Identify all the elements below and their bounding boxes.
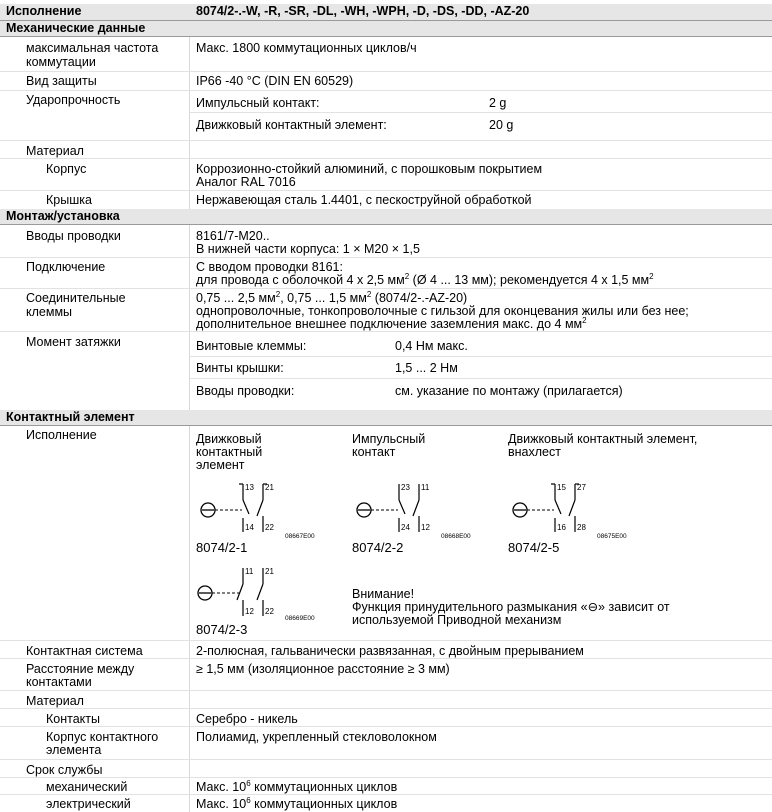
connection-value-1: С вводом проводки 8161: [196, 260, 343, 274]
section-mounting-title: Монтаж/установка [6, 209, 120, 223]
entries-value-1: 8161/7-M20.. [196, 229, 270, 243]
divider [0, 190, 772, 191]
contact-diagram-8074-2-5 [508, 478, 658, 540]
life-label: Срок службы [26, 763, 103, 777]
cover-value: Нержавеющая сталь 1.4401, с пескоструйной обработкой [196, 193, 532, 207]
terminal-label: 11 [421, 483, 430, 492]
variant-2-title: Импульсный [352, 432, 426, 446]
contact-diagram-8074-2-1 [196, 478, 346, 540]
note-line-1: Внимание! [352, 587, 415, 601]
header-title: Исполнение [6, 4, 82, 18]
divider [0, 640, 772, 641]
variant-1-model: 8074/2-1 [196, 540, 248, 555]
torque-row-value: 1,5 ... 2 Нм [395, 361, 458, 375]
variant-2-title: контакт [352, 445, 396, 459]
body-value-2: Аналог RAL 7016 [196, 175, 296, 189]
divider [0, 331, 772, 332]
entries-value-2: В нижней части корпуса: 1 × M20 × 1,5 [196, 242, 420, 256]
divider [0, 759, 772, 760]
divider [190, 356, 772, 357]
mechanical-life-label: механический [46, 780, 128, 794]
terminal-label: 22 [265, 607, 274, 616]
variant-3-title: Движковый контактный элемент, [508, 432, 698, 446]
contacts-value: Серебро - никель [196, 712, 298, 726]
divider [0, 777, 772, 778]
divider [0, 158, 772, 159]
body-value-1: Коррозионно-стойкий алюминий, с порошковым покрытием [196, 162, 543, 176]
mechanical-life-value: Макс. $10^6$ коммутационных циклов [196, 778, 398, 794]
system-value: 2-полюсная, гальванически развязанная, с двойным прерыванием [196, 644, 584, 658]
contact-material-label: Материал [26, 694, 84, 708]
divider [0, 288, 772, 289]
shock-row-name: Движковый контактный элемент: [196, 118, 387, 132]
shock-row-value: 20 g [489, 118, 514, 132]
divider [0, 690, 772, 691]
terminals-value-1: 0,75 ... 2,5 $мм^2$, 0,75 ... 1,5 $мм^2$ (8074/2-.-AZ-20) [196, 289, 468, 305]
divider [0, 257, 772, 258]
housing-label-1: Корпус контактного [46, 730, 159, 744]
terminals-value-3: дополнительное внешнее подключение заземления макс. до 4 $мм^2$ [196, 315, 587, 331]
variant-2-model: 8074/2-2 [352, 540, 404, 555]
material-label: Материал [26, 144, 84, 158]
terminals-label: Соединительные клеммы [26, 291, 126, 319]
contacts-label: Контакты [46, 712, 100, 726]
distance-label-2: контактами [26, 675, 92, 689]
system-label: Контактная система [26, 644, 143, 658]
body-label: Корпус [46, 162, 87, 176]
variant-1-title: элемент [196, 458, 245, 472]
variant-4-model: 8074/2-3 [196, 622, 248, 637]
divider [190, 112, 772, 113]
protection-label: Вид защиты [26, 74, 97, 88]
torque-row-value: 0,4 Нм макс. [395, 339, 468, 353]
diagram-code: 08675E00 [597, 533, 627, 540]
variant-3-title: внахлест [508, 445, 561, 459]
cover-label: Крышка [46, 193, 92, 207]
diagram-code: 08668E00 [441, 533, 471, 540]
section-mounting [0, 209, 772, 225]
terminal-label: 14 [245, 523, 254, 532]
column-divider [189, 225, 190, 410]
note-line-2: Функция принудительного размыкания «⊖» зависит от [352, 600, 670, 614]
section-contact-title: Контактный элемент [6, 410, 135, 424]
torque-row-name: Вводы проводки: [196, 384, 295, 398]
terminal-label: 21 [265, 567, 274, 576]
header-bar [0, 4, 772, 21]
distance-value: ≥ 1,5 мм (изоляционное расстояние ≥ 3 мм) [196, 662, 450, 676]
connection-label: Подключение [26, 260, 106, 274]
contact-diagram-8074-2-2 [352, 478, 502, 540]
terminals-value-2: однопроволочные, тонкопроволочные с гильзой для оконцевания жилы или без нее; [196, 304, 689, 318]
shock-label: Ударопрочность [26, 93, 121, 107]
freq-label: максимальная частота коммутации [26, 41, 159, 69]
protection-value: IP66 -40 °C (DIN EN 60529) [196, 74, 354, 88]
column-divider [189, 37, 190, 209]
terminal-label: 24 [401, 523, 410, 532]
electrical-life-value: Макс. $10^6$ коммутационных циклов [196, 795, 398, 811]
torque-row-name: Винтовые клеммы: [196, 339, 307, 353]
column-divider [189, 426, 190, 812]
divider [190, 378, 772, 379]
terminal-label: 11 [245, 567, 254, 576]
diagram-code: 08669E00 [285, 615, 315, 622]
housing-label-2: элемента [46, 743, 102, 757]
variant-1-title: Движковый [196, 432, 262, 446]
housing-value: Полиамид, укрепленный стекловолокном [196, 730, 437, 744]
divider [0, 140, 772, 141]
terminal-label: 13 [245, 483, 254, 492]
divider [0, 658, 772, 659]
shock-row-value: 2 g [489, 96, 507, 110]
torque-label: Момент затяжки [26, 335, 121, 349]
terminal-label: 15 [557, 483, 566, 492]
electrical-life-label: электрический [46, 797, 131, 811]
freq-value: Макс. 1800 коммутационных циклов/ч [196, 41, 417, 55]
divider [0, 90, 772, 91]
note-line-3: используемой Приводной механизм [352, 613, 562, 627]
divider [0, 71, 772, 72]
variant-1-title: контактный [196, 445, 263, 459]
divider [0, 794, 772, 795]
shock-row-name: Импульсный контакт: [196, 96, 320, 110]
torque-row-value: см. указание по монтажу (прилагается) [395, 384, 623, 398]
section-contact [0, 410, 772, 426]
section-mechanical-title: Механические данные [6, 21, 146, 35]
terminal-label: 12 [421, 523, 430, 532]
contact-diagram-8074-2-3 [196, 562, 346, 624]
terminal-label: 22 [265, 523, 274, 532]
connection-value-2: для провода с оболочкой 4 x 2,5 $мм^2$ (Ø 4 ... 13 мм); рекомендуется 4 x 1,5 $мм^2$ [196, 271, 654, 287]
terminal-label: 16 [557, 523, 566, 532]
terminal-label: 28 [577, 523, 586, 532]
variant-3-model: 8074/2-5 [508, 540, 560, 555]
section-mechanical [0, 21, 772, 37]
terminal-label: 23 [401, 483, 410, 492]
distance-label-1: Расстояние между [26, 662, 135, 676]
terminal-label: 21 [265, 483, 274, 492]
header-variants: 8074/2-.-W, -R, -SR, -DL, -WH, -WPH, -D, -DS, -DD, -AZ-20 [196, 4, 530, 18]
divider [0, 726, 772, 727]
divider [0, 708, 772, 709]
entries-label: Вводы проводки [26, 229, 121, 243]
terminal-label: 27 [577, 483, 586, 492]
torque-row-name: Винты крышки: [196, 361, 284, 375]
terminal-label: 12 [245, 607, 254, 616]
diagram-code: 08667E00 [285, 533, 315, 540]
version-label: Исполнение [26, 428, 97, 442]
